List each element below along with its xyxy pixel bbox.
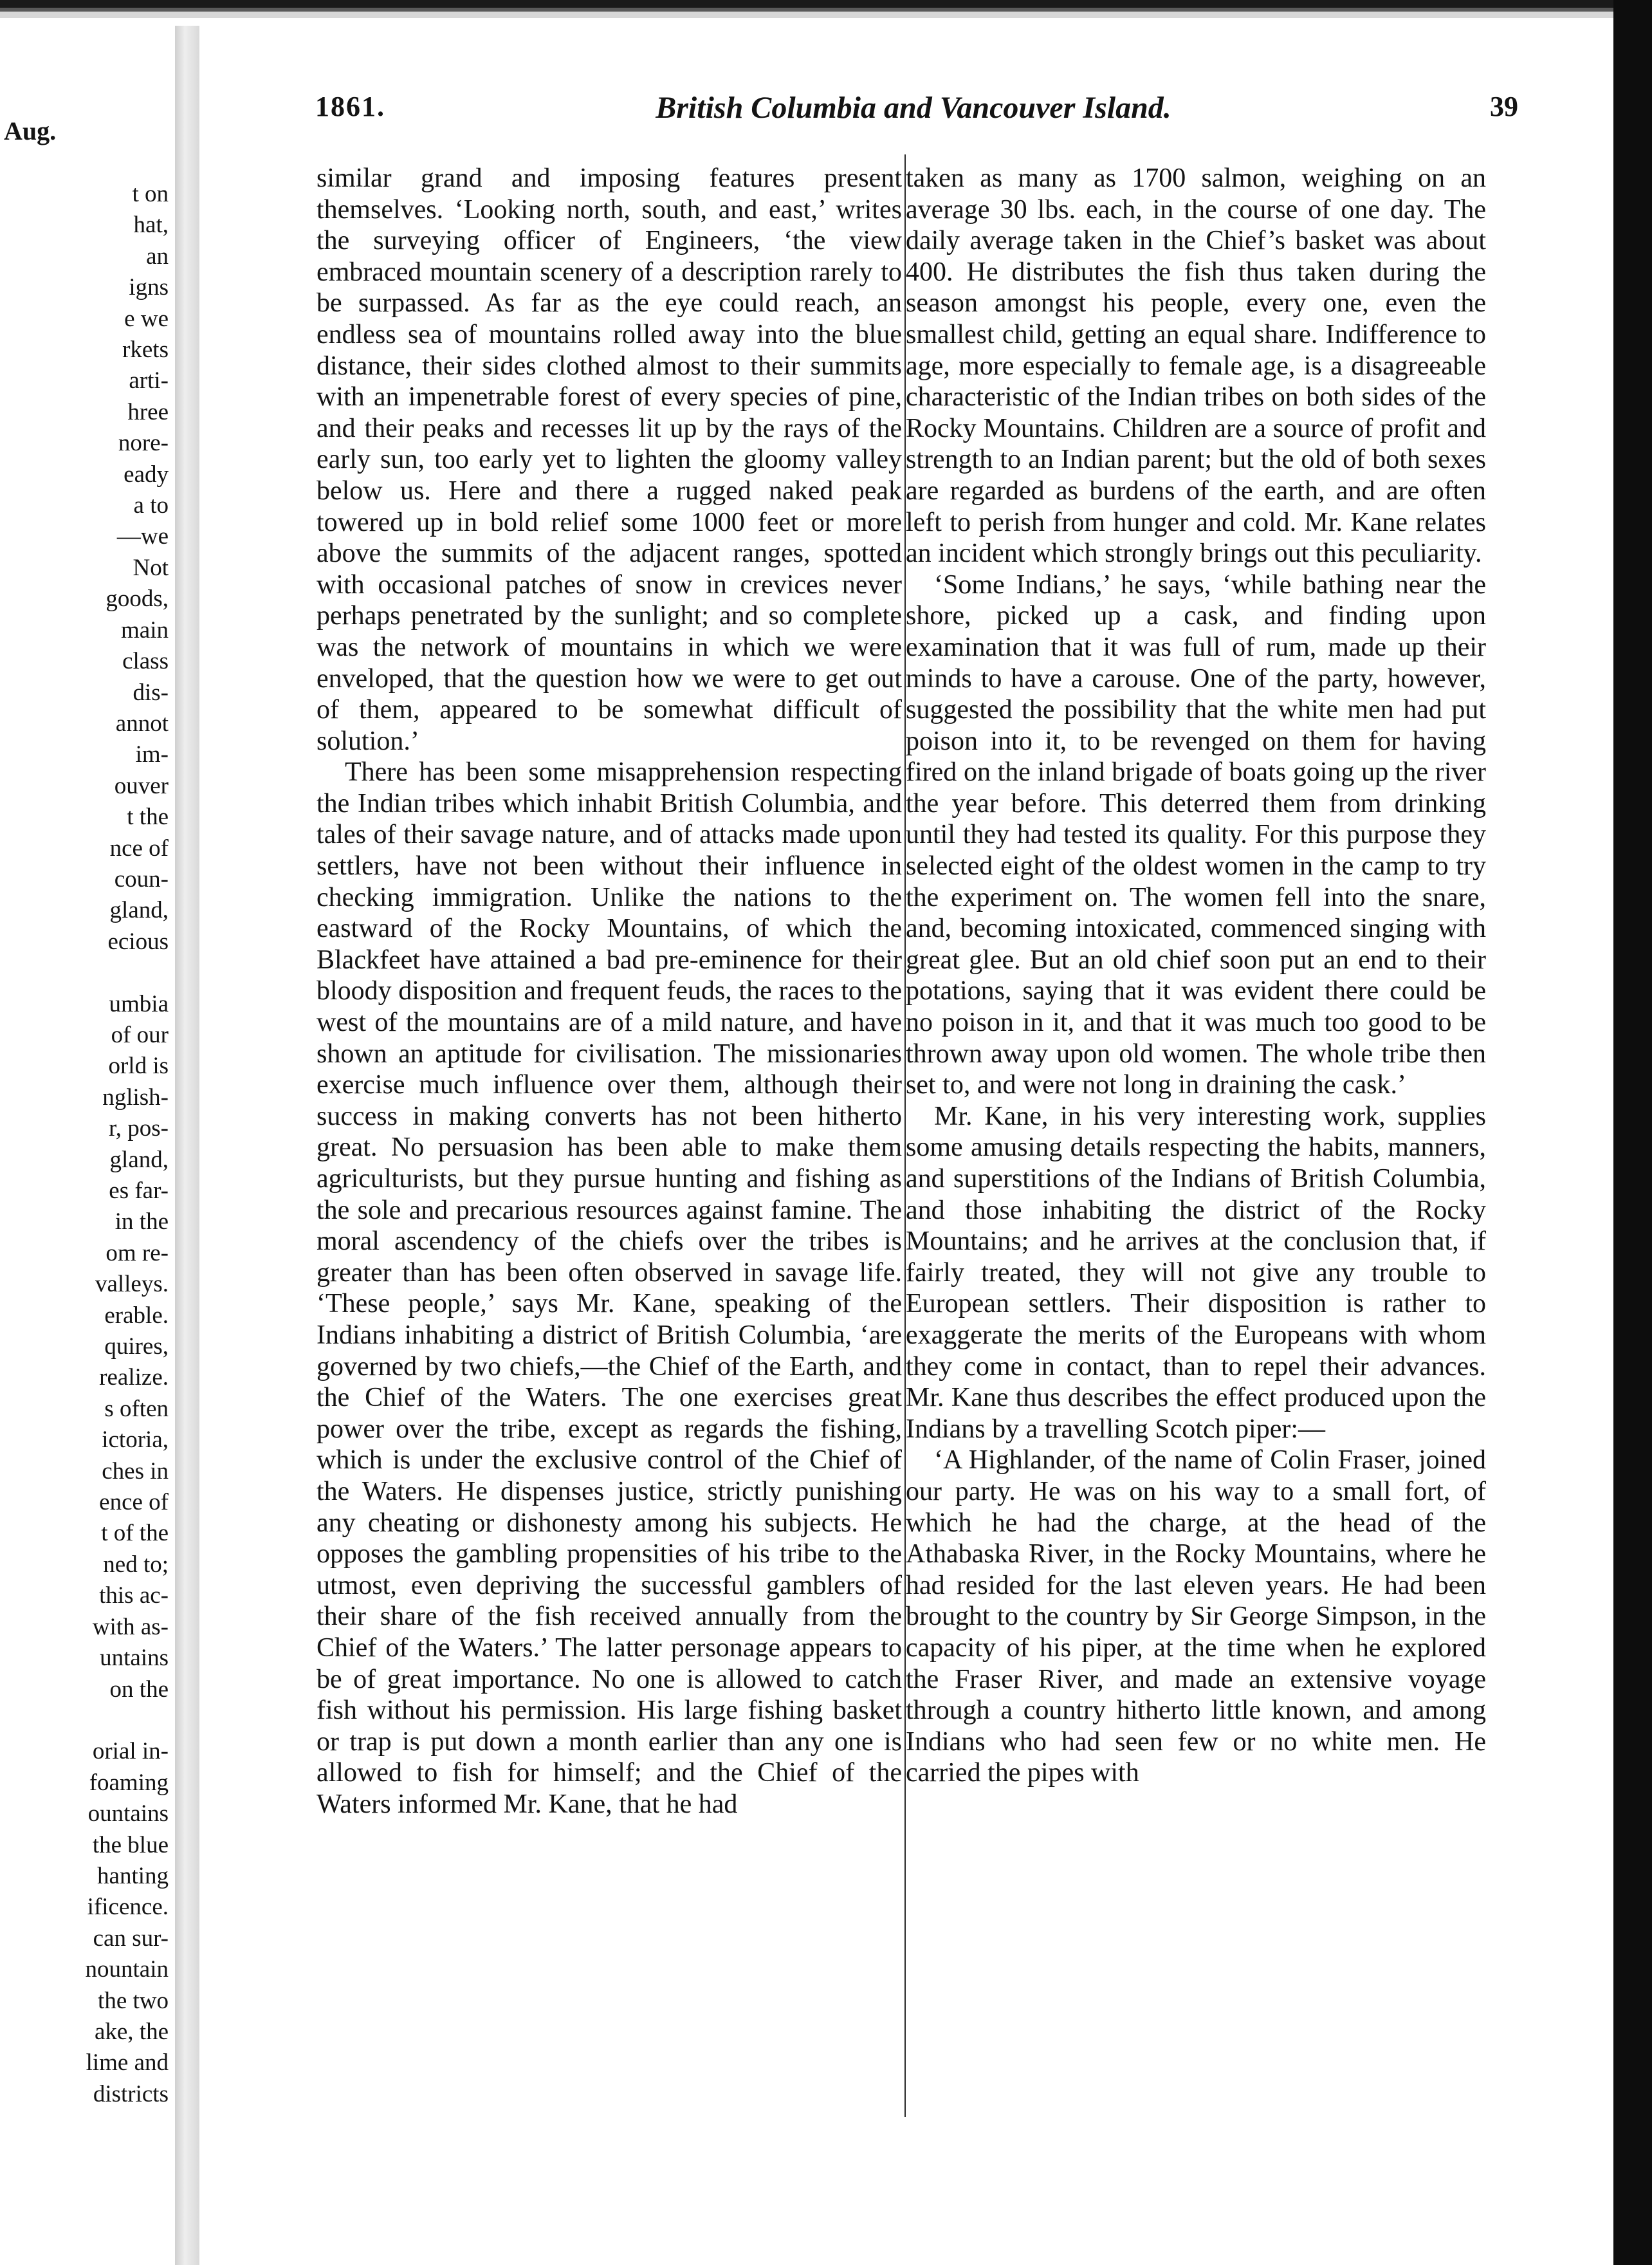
- previous-page-line: orial in-: [92, 1738, 169, 1765]
- previous-page-line: valleys.: [95, 1271, 169, 1298]
- previous-page-line: igns: [129, 274, 169, 301]
- previous-page-line: quires,: [104, 1333, 169, 1360]
- previous-page-line: [86, 1705, 169, 1736]
- previous-page-line: an: [146, 243, 169, 270]
- running-head-year: 1861.: [315, 91, 385, 122]
- previous-page-line: t of the: [101, 1520, 169, 1547]
- running-head-title: British Columbia and Vancouver Island.: [656, 91, 1171, 125]
- previous-page-fragment: [0, 97, 169, 2265]
- previous-page-line: untains: [100, 1645, 169, 1672]
- previous-page-line: districts: [93, 2080, 169, 2107]
- previous-page-line: ches in: [102, 1457, 169, 1484]
- previous-page-line: ouver: [114, 772, 169, 799]
- scan-right-edge: [1613, 0, 1652, 2265]
- previous-page-line: hanting: [97, 1862, 169, 1889]
- previous-page-line: im-: [135, 741, 169, 768]
- previous-page-header: Aug.: [4, 116, 57, 145]
- previous-page-line: on the: [109, 1676, 169, 1703]
- previous-page-line: dis-: [133, 679, 169, 706]
- paragraph: Mr. Kane, in his very interesting work, supplies some amusing details respecting the habits, manners, and superstitions of the Indians of British Columbia, and those inhabiting the district of the Rocky Mountains; and he arrives at the conclusion that, if fairly treated, they will not give any trouble to European settlers. Their disposition is rather to exaggerate the merits of the Europeans with whom they come in contact, than to repel their advances. Mr. Kane thus describes the effect produced upon the Indians by a travelling Scotch piper:—: [906, 1101, 1486, 1444]
- previous-page-line: hree: [127, 398, 169, 425]
- previous-page-line: erable.: [104, 1302, 169, 1329]
- previous-page-line: ictoria,: [102, 1427, 169, 1454]
- previous-page-line: the two: [98, 1987, 169, 2014]
- previous-page-line: lime and: [86, 2049, 169, 2076]
- paragraph: ‘A Highlander, of the name of Colin Fraser, joined our party. He was on his way to a small fort, of which he had the charge, at the head of the Athabaska River, in the Rocky Mountains, where he had resided for the last eleven years. He had been brought to the country by Sir George Simpson, in the capacity of his piper, at the time when he explored the Fraser River, and made an extensive voyage through a country hitherto little known, and among Indians who had seen few or no white men. He carried the pipes with: [906, 1445, 1486, 1788]
- previous-page-line: arti-: [129, 367, 169, 394]
- previous-page-line: es far-: [109, 1178, 169, 1204]
- previous-page-line: nore-: [118, 430, 169, 457]
- previous-page-line: ence of: [99, 1489, 169, 1516]
- previous-page-line: this ac-: [99, 1582, 169, 1609]
- previous-page-line: om re-: [106, 1239, 169, 1266]
- previous-page-line: —we: [116, 523, 169, 550]
- previous-page-line: the blue: [92, 1831, 169, 1858]
- previous-page-line: hat,: [133, 212, 169, 239]
- previous-page-line: nountain: [85, 1956, 169, 1983]
- paragraph: similar grand and imposing features present themselves. ‘Looking north, south, and east,’ writes the surveying officer of Engineers, ‘the view embraced mountain scenery of a description rarely to be surpassed. As far as the eye could reach, an endless sea of mountains rolled away into the blue distance, their sides clothed almost to their summits with an impenetrable forest of every species of pine, and their peaks and recesses lit up by the rays of the early sun, too early yet to lighten the gloomy valley below us. Here and there a rugged naked peak towered up in bold relief some 1000 feet or more above the summits of the adjacent ranges, spotted with occasional patches of snow in crevices never perhaps penetrated by the sunlight; and so complete was the network of mountains in which we were enveloped, that the question how we were to get out of them, appeared to be somewhat difficult of solution.’: [317, 163, 902, 756]
- paragraph: taken as many as 1700 salmon, weighing on an average 30 lbs. each, in the course of one day. The daily average taken in the Chief’s basket was about 400. He distributes the fish thus taken during the season amongst his people, every one, even the smallest child, getting an equal share. Indifference to age, more especially to female age, is a disagreeable characteristic of the Indian tribes on both sides of the Rocky Mountains. Children are a source of profit and strength to an Indian parent; but the old of both sexes are regarded as burdens of the earth, and are often left to perish from hunger and cold. Mr. Kane relates an incident which strongly brings out this peculiarity.: [906, 163, 1486, 569]
- right-column: [906, 163, 1486, 1789]
- left-column: [317, 163, 902, 1820]
- paragraph: There has been some misapprehension respecting the Indian tribes which inhabit British Columbia, and tales of their savage nature, and of attacks made upon settlers, have not been without their influence in checking immigration. Unlike the nations to the eastward of the Rocky Mountains, of which the Blackfeet have attained a bad pre-eminence for their bloody disposition and frequent feuds, the races to the west of the mountains are of a mild nature, and have shown an aptitude for civilisation. The missionaries exercise much influence over them, although their success in making converts has not been hitherto great. No persuasion has been able to make them agriculturists, but they pursue hunting and fishing as the sole and precarious resources against famine. The moral ascendency of the chiefs over the tribes is greater than has been often observed in savage life. ‘These people,’ says Mr. Kane, speaking of the Indians inhabiting a district of British Columbia, ‘are governed by two chiefs,—the Chief of the Earth, and the Chief of the Waters. The one exercises great power over the tribe, except as regards the fishing, which is under the exclusive control of the Chief of the Waters. He dispenses justice, strictly punishing any cheating or dishonesty among his subjects. He opposes the gambling propensities of his tribe to the utmost, even depriving the successful gamblers of their share of the fish received annually from the Chief of the Waters.’ The latter personage appears to be of great importance. No one is allowed to catch fish without his permission. His large fishing basket or trap is put down a month earlier than any one is allowed to fish for himself; and the Chief of the Waters informed Mr. Kane, that he had: [317, 757, 902, 1819]
- previous-page-line: ecious: [107, 928, 169, 955]
- previous-page-line: coun-: [114, 865, 169, 892]
- previous-page-line: with as-: [92, 1613, 169, 1640]
- previous-page-line: s often: [104, 1395, 169, 1422]
- previous-page-line: annot: [115, 710, 169, 737]
- previous-page-line: ned to;: [103, 1551, 169, 1578]
- previous-page-line: e we: [124, 305, 169, 332]
- previous-page-line: [86, 957, 169, 988]
- previous-page-line: t on: [132, 181, 169, 207]
- scan-top-edge: [0, 0, 1652, 18]
- previous-page-line: eady: [124, 461, 169, 488]
- previous-page-line: ificence.: [87, 1894, 169, 1921]
- previous-page-line: Not: [133, 554, 169, 581]
- previous-page-line: of our: [111, 1021, 169, 1048]
- book-gutter: [175, 26, 199, 2265]
- previous-page-line: gland,: [109, 1146, 169, 1173]
- previous-page-line: foaming: [89, 1769, 169, 1796]
- running-head: [309, 90, 1518, 129]
- previous-page-line: class: [122, 648, 169, 675]
- paragraph: ‘Some Indians,’ he says, ‘while bathing near the shore, picked up a cask, and finding upon examination that it was full of rum, made up their minds to have a carouse. One of the party, however, suggested the possibility that the white men had put poison into it, to be revenged on them for having fired on the inland brigade of boats going up the river the year before. This deterred them from drinking until they had tested its quality. For this purpose they selected eight of the oldest women in the camp to try the experiment on. The women fell into the snare, and, becoming intoxicated, commenced singing with great glee. But an old chief soon put an end to their potations, saying that it was evident there could be no poison in it, and that it was much too good to be thrown away upon old women. The whole tribe then set to, and were not long in draining the cask.’: [906, 569, 1486, 1100]
- previous-page-line: ake, the: [94, 2018, 169, 2045]
- previous-page-line: a to: [133, 492, 169, 519]
- previous-page-line: umbia: [109, 990, 169, 1017]
- previous-page-line: nce of: [109, 835, 169, 862]
- page-number: 39: [1490, 91, 1518, 122]
- previous-page-line: realize.: [99, 1364, 169, 1391]
- previous-page-line: nglish-: [102, 1084, 169, 1111]
- previous-page-line: in the: [115, 1208, 169, 1235]
- previous-page-line: gland,: [109, 897, 169, 924]
- previous-page-line: can sur-: [93, 1925, 169, 1952]
- previous-page-line: goods,: [106, 586, 169, 613]
- previous-page-line: r, pos-: [108, 1115, 169, 1142]
- previous-page-line: orld is: [108, 1053, 169, 1080]
- previous-page-line: t the: [127, 804, 169, 831]
- previous-page-line: rkets: [122, 337, 169, 364]
- previous-page-line-ends: [86, 179, 169, 2110]
- previous-page-line: main: [121, 616, 169, 643]
- previous-page-line: ountains: [87, 1800, 169, 1827]
